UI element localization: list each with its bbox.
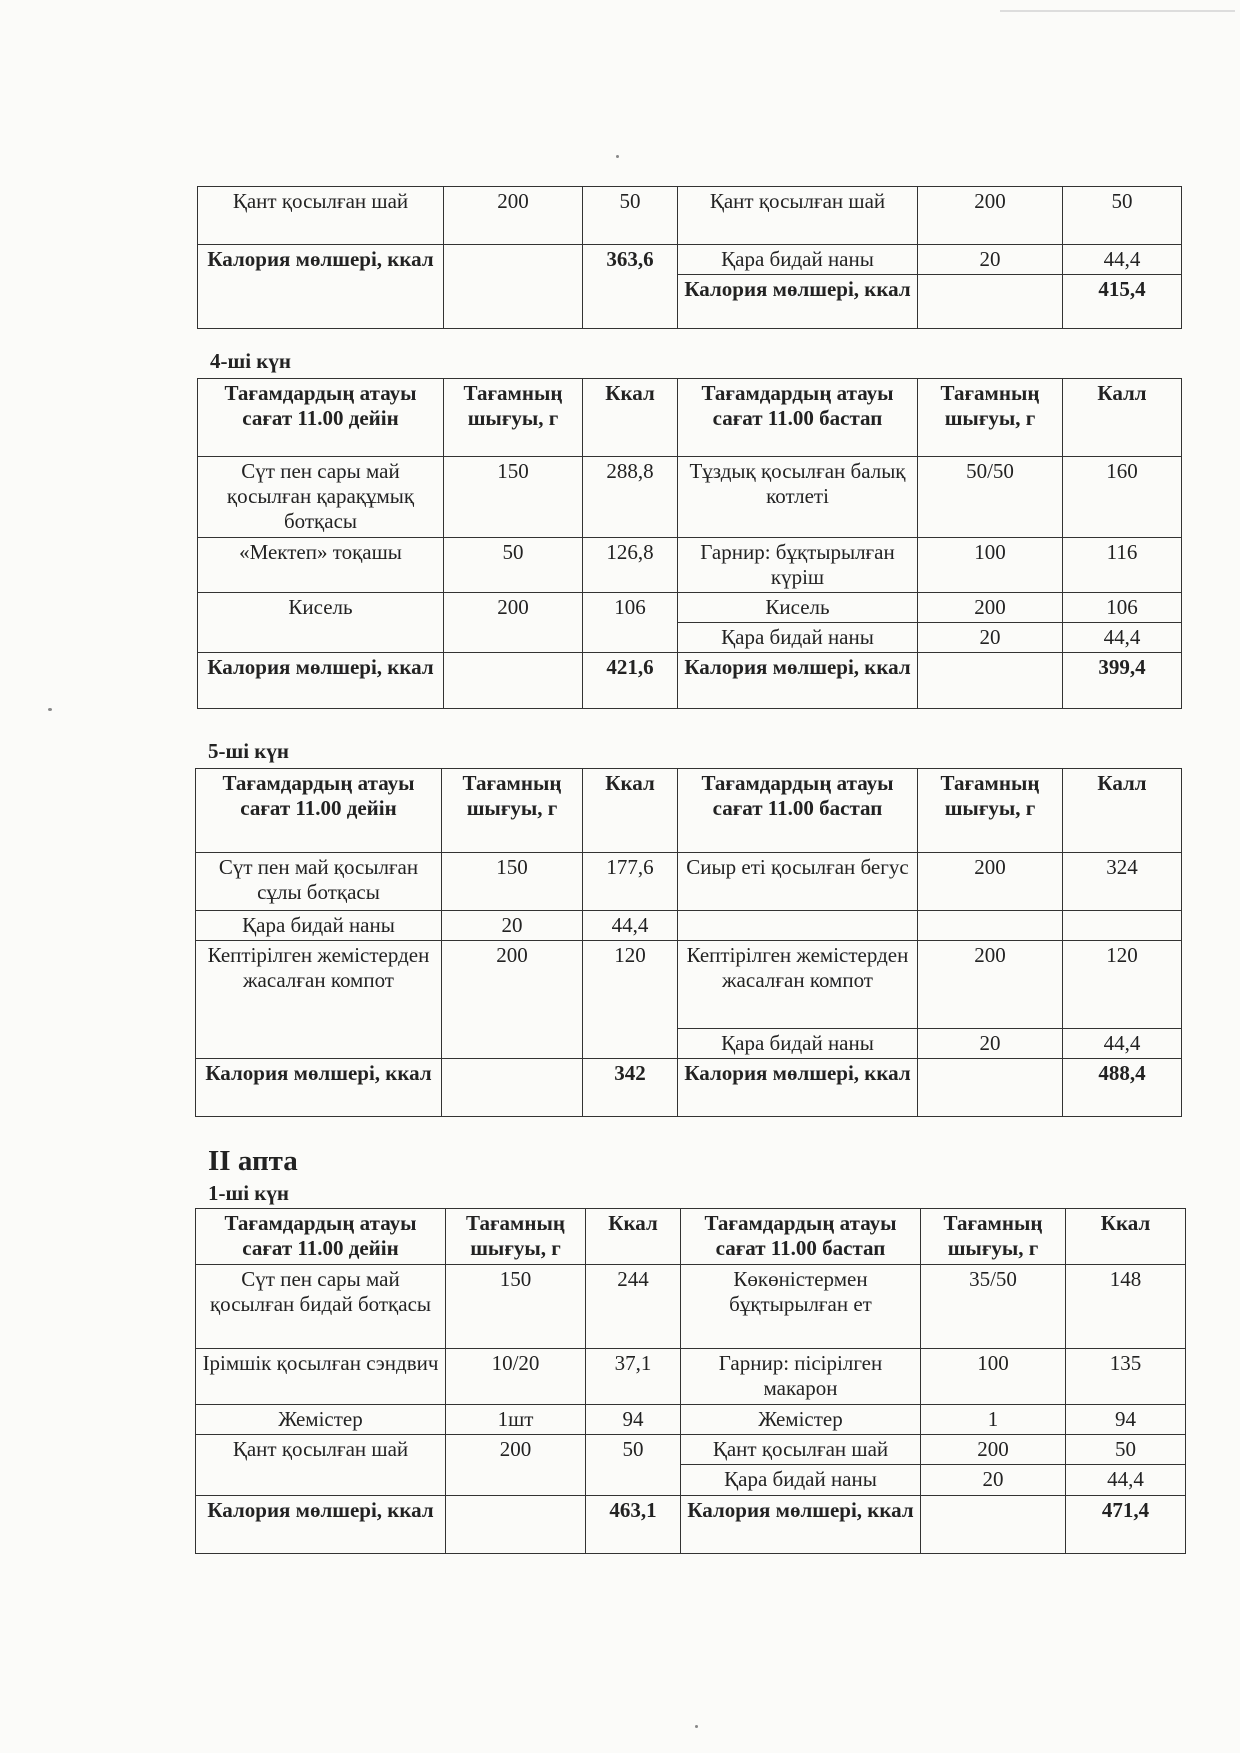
total-row — [196, 1059, 1182, 1117]
left-portion: 1шт — [446, 1405, 586, 1435]
right-portion: 200 — [918, 853, 1063, 911]
table-row — [196, 911, 1182, 941]
day5-table — [195, 768, 1182, 1117]
right-kcal: 116 — [1063, 537, 1182, 592]
right-kcal: 120 — [1063, 941, 1182, 1029]
left-portion: 200 — [442, 941, 583, 1059]
right-kcal: 324 — [1063, 853, 1182, 911]
total-right: 471,4 — [1066, 1495, 1186, 1553]
col-header: Тағамның шығуы, г — [446, 1209, 586, 1265]
left-kcal: 94 — [586, 1405, 681, 1435]
day5-title: 5-ші күн — [208, 739, 290, 763]
right-kcal: 106 — [1063, 592, 1182, 622]
total-label-right: Калория мөлшері, ккал — [678, 1059, 918, 1117]
right-kcal: 148 — [1066, 1265, 1186, 1349]
total-row — [196, 1495, 1186, 1553]
right-dish: Қара бидай наны — [678, 245, 918, 275]
right-kcal: 160 — [1063, 457, 1182, 538]
left-portion: 150 — [444, 457, 583, 538]
right-portion: 100 — [921, 1349, 1066, 1405]
total-label-left: Калория мөлшері, ккал — [196, 1059, 442, 1117]
week2-day1-table — [195, 1208, 1186, 1554]
right-dish: Қара бидай наны — [678, 1029, 918, 1059]
right-dish: Көкөністермен бұқтырылған ет — [681, 1265, 921, 1349]
left-kcal: 44,4 — [583, 911, 678, 941]
total-left: 363,6 — [583, 245, 678, 329]
left-dish: Қант қосылған шай — [198, 187, 444, 245]
table-row — [196, 941, 1182, 1029]
scan-speck — [616, 155, 619, 158]
col-header: Тағамдардың атауы сағат 11.00 дейін — [198, 379, 444, 457]
right-dish: Гарнир: пісірілген макарон — [681, 1349, 921, 1405]
scan-speck — [48, 708, 52, 711]
total-label-left: Калория мөлшері, ккал — [198, 653, 444, 709]
col-header: Ккал — [586, 1209, 681, 1265]
right-kcal: 50 — [1066, 1435, 1186, 1465]
empty-cell — [442, 1059, 583, 1117]
left-portion: 200 — [446, 1435, 586, 1495]
left-kcal: 37,1 — [586, 1349, 681, 1405]
col-header: Тағамның шығуы, г — [444, 379, 583, 457]
right-portion: 1 — [921, 1405, 1066, 1435]
total-label-right: Калория мөлшері, ккал — [678, 275, 918, 329]
right-portion: 20 — [918, 1029, 1063, 1059]
header-row — [198, 379, 1182, 457]
table-row — [196, 853, 1182, 911]
total-left: 342 — [583, 1059, 678, 1117]
total-label-right: Калория мөлшері, ккал — [678, 653, 918, 709]
left-portion: 10/20 — [446, 1349, 586, 1405]
right-portion: 100 — [918, 537, 1063, 592]
right-portion: 200 — [921, 1435, 1066, 1465]
week2-day1-title: 1-ші күн — [208, 1181, 290, 1205]
right-dish: Сиыр еті қосылған бегус — [678, 853, 918, 911]
right-dish: Жемістер — [681, 1405, 921, 1435]
scan-edge — [1000, 10, 1235, 12]
col-header: Тағамдардың атауы сағат 11.00 дейін — [196, 769, 442, 853]
scan-speck — [695, 1725, 698, 1728]
empty-cell — [1063, 911, 1182, 941]
empty-cell — [918, 1059, 1063, 1117]
header-row — [196, 1209, 1186, 1265]
right-kcal: 135 — [1066, 1349, 1186, 1405]
table-row — [198, 537, 1182, 592]
col-header: Калл — [1063, 379, 1182, 457]
total-left: 421,6 — [583, 653, 678, 709]
left-dish: Ірімшік қосылған сэндвич — [196, 1349, 446, 1405]
col-header: Тағамның шығуы, г — [442, 769, 583, 853]
left-kcal: 177,6 — [583, 853, 678, 911]
left-dish: Қант қосылған шай — [196, 1435, 446, 1495]
right-dish: Тұздық қосылған балық котлеті — [678, 457, 918, 538]
left-portion: 200 — [444, 592, 583, 652]
left-kcal: 120 — [583, 941, 678, 1059]
right-dish: Қант қосылған шай — [678, 187, 918, 245]
right-portion: 20 — [918, 623, 1063, 653]
right-dish: Кисель — [678, 592, 918, 622]
right-dish: Қара бидай наны — [678, 623, 918, 653]
left-portion: 20 — [442, 911, 583, 941]
right-portion: 50/50 — [918, 457, 1063, 538]
empty-cell — [918, 911, 1063, 941]
table-row — [198, 457, 1182, 538]
right-dish: Қара бидай наны — [681, 1465, 921, 1495]
empty-cell — [918, 653, 1063, 709]
total-left: 463,1 — [586, 1495, 681, 1553]
right-portion: 20 — [921, 1465, 1066, 1495]
left-dish: Сүт пен май қосылған сұлы ботқасы — [196, 853, 442, 911]
day4-table — [197, 378, 1182, 709]
table-row — [198, 592, 1182, 622]
col-header: Тағамның шығуы, г — [921, 1209, 1066, 1265]
left-kcal: 106 — [583, 592, 678, 652]
table-row — [196, 1405, 1186, 1435]
left-kcal: 244 — [586, 1265, 681, 1349]
table-row — [198, 187, 1182, 245]
day4-title: 4-ші күн — [210, 349, 292, 373]
col-header: Тағамдардың атауы сағат 11.00 бастап — [681, 1209, 921, 1265]
header-row — [196, 769, 1182, 853]
empty-cell — [446, 1495, 586, 1553]
right-portion: 200 — [918, 592, 1063, 622]
left-dish: Қара бидай наны — [196, 911, 442, 941]
col-header: Ккал — [1066, 1209, 1186, 1265]
total-label-left: Калория мөлшері, ккал — [198, 245, 444, 329]
total-right: 399,4 — [1063, 653, 1182, 709]
left-portion: 150 — [442, 853, 583, 911]
total-right: 488,4 — [1063, 1059, 1182, 1117]
total-label-right: Калория мөлшері, ккал — [681, 1495, 921, 1553]
right-kcal: 44,4 — [1063, 623, 1182, 653]
right-kcal: 94 — [1066, 1405, 1186, 1435]
empty-cell — [444, 653, 583, 709]
col-header: Ккал — [583, 769, 678, 853]
right-portion: 200 — [918, 941, 1063, 1029]
col-header: Ккал — [583, 379, 678, 457]
right-kcal: 44,4 — [1063, 1029, 1182, 1059]
left-kcal: 50 — [583, 187, 678, 245]
left-portion: 150 — [446, 1265, 586, 1349]
left-dish: «Мектеп» тоқашы — [198, 537, 444, 592]
right-dish: Кептірілген жемістерден жасалған компот — [678, 941, 918, 1029]
week2-title: ІІ апта — [208, 1145, 298, 1177]
left-kcal: 288,8 — [583, 457, 678, 538]
right-portion: 200 — [918, 187, 1063, 245]
day3-continuation-table — [197, 186, 1182, 329]
right-portion: 20 — [918, 245, 1063, 275]
col-header: Тағамдардың атауы сағат 11.00 бастап — [678, 379, 918, 457]
left-dish: Сүт пен сары май қосылған қарақұмық ботқасы — [198, 457, 444, 538]
right-kcal: 50 — [1063, 187, 1182, 245]
empty-cell — [444, 245, 583, 329]
left-dish: Кисель — [198, 592, 444, 652]
left-kcal: 126,8 — [583, 537, 678, 592]
total-right: 415,4 — [1063, 275, 1182, 329]
table-row — [196, 1435, 1186, 1465]
col-header: Тағамның шығуы, г — [918, 379, 1063, 457]
col-header: Калл — [1063, 769, 1182, 853]
left-dish: Жемістер — [196, 1405, 446, 1435]
left-dish: Сүт пен сары май қосылған бидай ботқасы — [196, 1265, 446, 1349]
empty-cell — [918, 275, 1063, 329]
empty-cell — [678, 911, 918, 941]
right-portion: 35/50 — [921, 1265, 1066, 1349]
right-dish: Қант қосылған шай — [681, 1435, 921, 1465]
right-kcal: 44,4 — [1063, 245, 1182, 275]
right-dish: Гарнир: бұқтырылған күріш — [678, 537, 918, 592]
left-kcal: 50 — [586, 1435, 681, 1495]
left-portion: 200 — [444, 187, 583, 245]
table-row — [198, 245, 1182, 275]
table-row — [196, 1265, 1186, 1349]
left-dish: Кептірілген жемістерден жасалған компот — [196, 941, 442, 1059]
left-portion: 50 — [444, 537, 583, 592]
col-header: Тағамдардың атауы сағат 11.00 дейін — [196, 1209, 446, 1265]
total-label-left: Калория мөлшері, ккал — [196, 1495, 446, 1553]
empty-cell — [921, 1495, 1066, 1553]
right-kcal: 44,4 — [1066, 1465, 1186, 1495]
col-header: Тағамның шығуы, г — [918, 769, 1063, 853]
total-row — [198, 653, 1182, 709]
table-row — [196, 1349, 1186, 1405]
col-header: Тағамдардың атауы сағат 11.00 бастап — [678, 769, 918, 853]
